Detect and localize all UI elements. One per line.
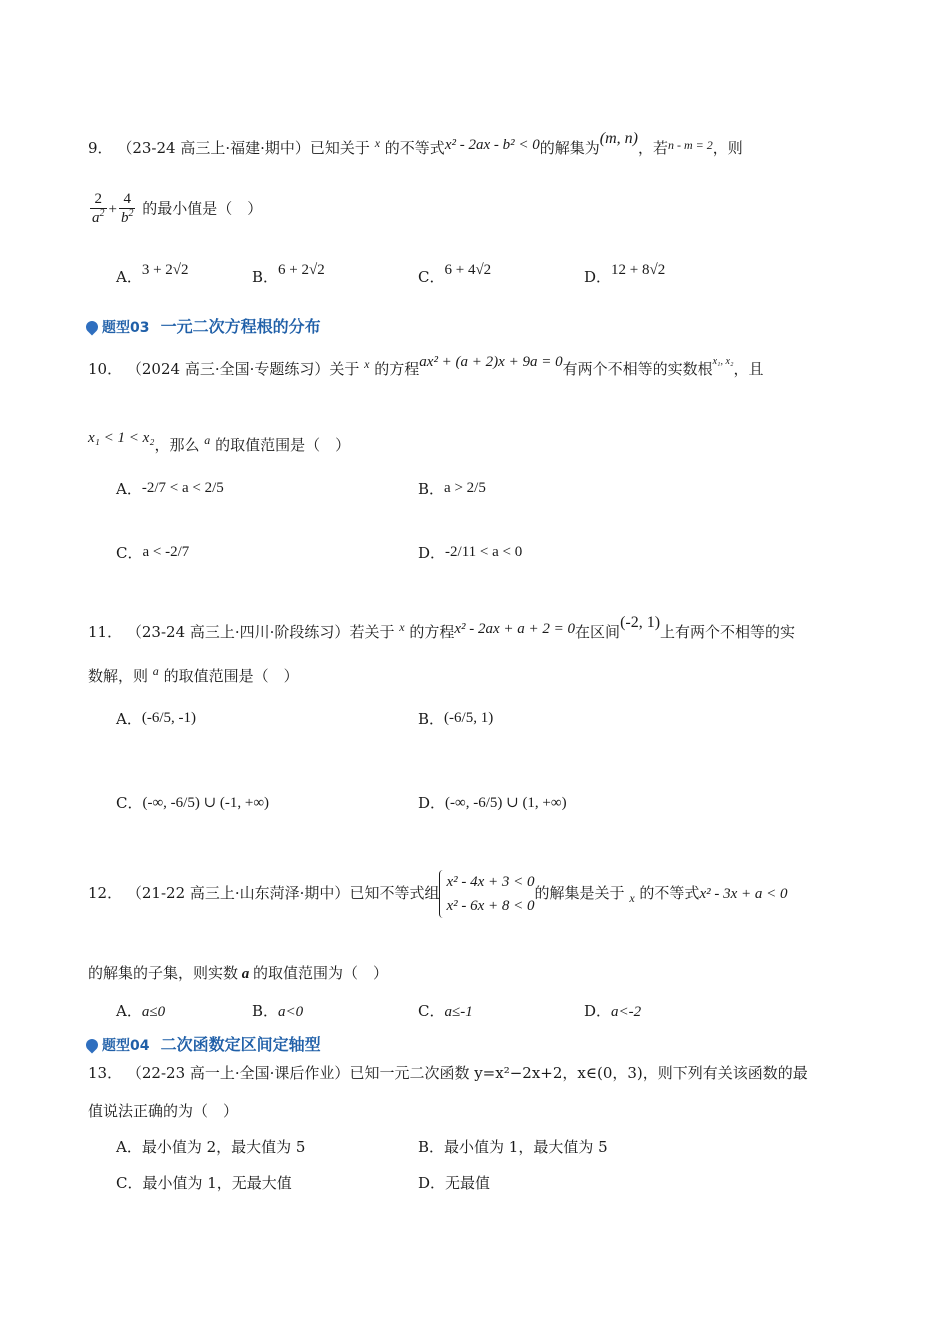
q12-inequality: x² - 3x + a < 0 bbox=[699, 886, 788, 902]
q9-option-a[interactable]: A．3 + 2√2 bbox=[116, 262, 189, 286]
q12-text: 的解集的子集，则实数 bbox=[88, 964, 239, 982]
q9-text: 的最小值是（ ） bbox=[142, 199, 263, 218]
q10-var-a: a bbox=[204, 433, 211, 447]
q12-source: （21-22 高三上·山东菏泽·期中） bbox=[126, 884, 350, 902]
q13-option-b[interactable]: B．最小值为 1，最大值为 5 bbox=[418, 1138, 608, 1156]
q10-option-b-value: a > 2/5 bbox=[444, 480, 486, 496]
q10-text: 的方程 bbox=[374, 360, 420, 378]
q12-text: 的不等式 bbox=[639, 884, 700, 902]
q12-option-b[interactable]: B．a<0 bbox=[252, 1002, 304, 1020]
q11-var-x: x bbox=[399, 620, 405, 634]
q13-text: 已知一元二次函数 y=x²−2x+2，x∈(0，3)，则下列有关该函数的最 bbox=[349, 1064, 808, 1082]
q12-var-a: a bbox=[238, 966, 254, 982]
q10-option-a-value: -2/7 < a < 2/5 bbox=[141, 480, 224, 496]
q9-inequality: x² - 2ax - b² < 0 bbox=[444, 137, 540, 153]
q9-number: 9． bbox=[88, 139, 113, 157]
q9-line2: $\frac{2}{a^2}$ + $\frac{4}{b^2}$ 的最小值是（ ） bbox=[92, 191, 263, 226]
q11-option-c[interactable]: C．(-∞, -6/5) ∪ (-1, +∞) bbox=[116, 794, 270, 812]
section-tag: 题型04 bbox=[102, 1038, 150, 1054]
q9-option-b[interactable]: B．6 + 2√2 bbox=[252, 262, 325, 286]
q10-option-c[interactable]: C．a < -2/7 bbox=[116, 544, 190, 562]
section-heading-04 bbox=[86, 1032, 321, 1055]
q13-option-c[interactable]: C．最小值为 1，无最大值 bbox=[116, 1174, 292, 1192]
q11-line2 bbox=[88, 664, 299, 686]
q11-text: 的取值范围是（ ） bbox=[163, 667, 299, 685]
section-tag: 题型03 bbox=[102, 320, 150, 336]
q10-option-a[interactable]: A．-2/7 < a < 2/5 bbox=[116, 480, 224, 498]
q10-text: 关于 bbox=[329, 360, 360, 378]
section-title: 二次函数定区间定轴型 bbox=[160, 1035, 321, 1054]
q11-equation: x² - 2ax + a + 2 = 0 bbox=[454, 621, 576, 637]
q11-option-b[interactable]: B．(-6/5, 1) bbox=[418, 710, 494, 728]
q10-equation: ax² + (a + 2)x + 9a = 0 bbox=[419, 354, 563, 370]
q11-text: 若关于 bbox=[349, 623, 395, 641]
q12-number: 12． bbox=[88, 884, 123, 902]
q12-inequality-system: x² - 4x + 3 < 0 x² - 6x + 8 < 0 bbox=[439, 870, 534, 918]
q11-text: 在区间 bbox=[575, 623, 621, 641]
q11-source: （23-24 高三上·四川·阶段练习） bbox=[126, 623, 350, 641]
q11-text: 上有两个不相等的实 bbox=[660, 623, 796, 641]
q11-option-a[interactable]: A．(-6/5, -1) bbox=[116, 710, 196, 728]
q12-option-c[interactable]: C．a≤-1 bbox=[418, 1002, 473, 1020]
q12-var-x: x bbox=[629, 891, 635, 905]
q13-option-d[interactable]: D．无最值 bbox=[418, 1174, 491, 1192]
section-heading-03 bbox=[86, 314, 321, 337]
q10-text: ，那么 bbox=[154, 436, 200, 454]
q9-text: ，则 bbox=[712, 139, 743, 157]
q13-line2 bbox=[88, 1100, 238, 1121]
q9-text: 的解集为 bbox=[539, 139, 600, 157]
location-pin-icon bbox=[84, 319, 101, 336]
q10-option-b[interactable]: B．a > 2/5 bbox=[418, 480, 486, 498]
q13-option-a[interactable]: A．最小值为 2，最大值为 5 bbox=[116, 1138, 306, 1156]
q11-line1 bbox=[88, 614, 795, 642]
q11-option-b-value: (-6/5, 1) bbox=[444, 710, 494, 726]
q9-line1 bbox=[88, 130, 743, 158]
q13-line1 bbox=[88, 1062, 808, 1083]
section-title: 一元二次方程根的分布 bbox=[160, 317, 321, 336]
q10-text: 的取值范围是（ ） bbox=[215, 436, 351, 454]
q12-line2 bbox=[88, 962, 388, 983]
q10-line2 bbox=[88, 430, 350, 455]
q11-text: 数解，则 bbox=[88, 667, 149, 685]
q10-text: 有两个不相等的实数根 bbox=[562, 360, 713, 378]
q13-source: （22-23 高一上·全国·课后作业） bbox=[126, 1064, 350, 1082]
q10-var-x: x bbox=[364, 357, 370, 371]
q9-expression: $\frac{4}{b^2}$ bbox=[120, 191, 134, 226]
q10-condition: x₁ < 1 < x₂ bbox=[88, 430, 155, 446]
q9-option-d[interactable]: D．12 + 8√2 bbox=[584, 262, 666, 286]
q12-text: 已知不等式组 bbox=[349, 884, 440, 902]
q9-text: 的不等式 bbox=[384, 139, 445, 157]
location-pin-icon bbox=[84, 1037, 101, 1054]
q11-option-a-value: (-6/5, -1) bbox=[141, 710, 196, 726]
q9-source: （23-24 高三上·福建·期中） bbox=[117, 139, 310, 157]
q12-option-d[interactable]: D．a<-2 bbox=[584, 1002, 642, 1020]
q9-option-c[interactable]: C．6 + 4√2 bbox=[418, 262, 492, 286]
q9-var-x: x bbox=[374, 136, 381, 150]
q12-text: 的取值范围为（ ） bbox=[253, 964, 389, 982]
q11-interval: (-2, 1) bbox=[620, 614, 661, 631]
q11-option-d-value: (-∞, -6/5) ∪ (1, +∞) bbox=[445, 795, 567, 811]
q10-option-d[interactable]: D．-2/11 < a < 0 bbox=[418, 544, 523, 562]
q10-option-d-value: -2/11 < a < 0 bbox=[445, 544, 523, 560]
q9-text: ，若 bbox=[637, 139, 668, 157]
q11-option-d[interactable]: D．(-∞, -6/5) ∪ (1, +∞) bbox=[418, 794, 567, 812]
q13-text: 值说法正确的为（ ） bbox=[88, 1102, 239, 1120]
q10-option-c-value: a < -2/7 bbox=[142, 544, 190, 560]
q10-number: 10． bbox=[88, 360, 123, 378]
q11-var-a: a bbox=[152, 664, 159, 678]
q9-interval: (m, n) bbox=[599, 130, 638, 147]
q10-roots: x₁, x₂ bbox=[712, 356, 734, 367]
q13-number: 13． bbox=[88, 1064, 123, 1082]
q11-number: 11． bbox=[88, 623, 123, 641]
q9-text: 已知关于 bbox=[309, 139, 370, 157]
q11-text: 的方程 bbox=[409, 623, 455, 641]
q12-line1 bbox=[88, 870, 788, 918]
q10-source: （2024 高三·全国·专题练习） bbox=[126, 360, 330, 378]
q9-condition: n - m = 2 bbox=[667, 138, 713, 152]
q11-option-c-value: (-∞, -6/5) ∪ (-1, +∞) bbox=[142, 795, 270, 811]
q12-text: 的解集是关于 bbox=[534, 884, 625, 902]
q10-line1 bbox=[88, 354, 763, 379]
q10-text: ，且 bbox=[733, 360, 764, 378]
q9-expression: $\frac{2}{a^2}$ bbox=[92, 191, 105, 226]
q12-option-a[interactable]: A．a≤0 bbox=[116, 1002, 166, 1020]
